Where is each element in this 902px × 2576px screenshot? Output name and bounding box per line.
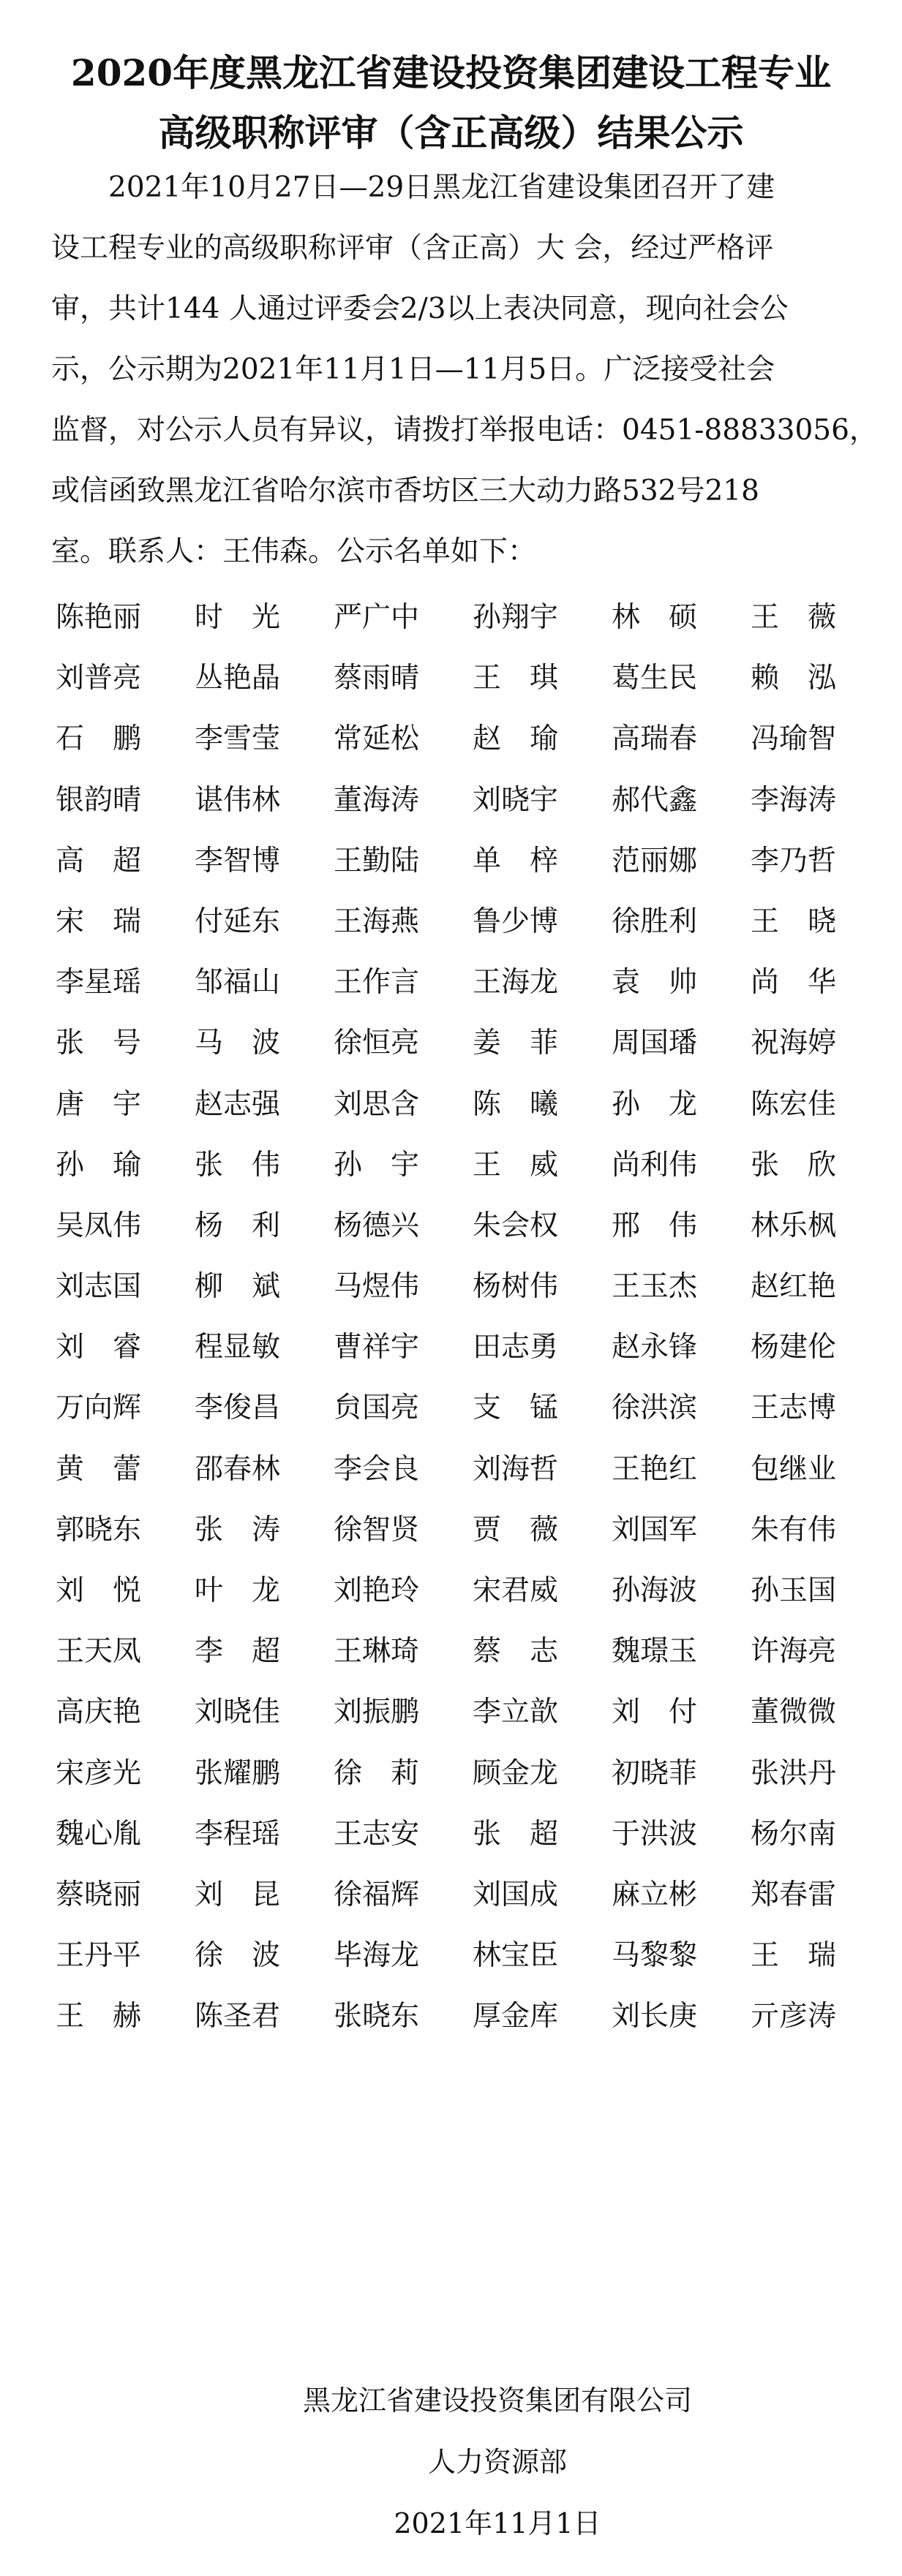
name-row (56, 1998, 860, 2059)
name-row (56, 1816, 860, 1877)
person-name: 徐 波 (195, 1939, 281, 1973)
paragraph-line: 或信函致黑龙江省哈尔滨市香坊区三大动力路532号218 (51, 475, 759, 507)
name-list (56, 600, 860, 2060)
person-name: 张耀鹏 (195, 1756, 281, 1790)
person-name: 李乃哲 (751, 844, 837, 877)
person-name: 赵红艳 (751, 1270, 837, 1304)
person-name: 支 锰 (473, 1391, 559, 1425)
person-name: 王艳红 (612, 1452, 698, 1486)
person-name: 叶 龙 (195, 1574, 281, 1607)
person-name: 徐洪滨 (612, 1391, 698, 1425)
name-row (56, 1269, 860, 1329)
person-name: 冯瑜智 (751, 722, 837, 756)
person-name: 杨尔南 (751, 1817, 837, 1851)
person-name: 李 超 (195, 1635, 281, 1669)
person-name: 朱会权 (473, 1209, 559, 1242)
person-name: 张 伟 (195, 1148, 281, 1182)
person-name: 孙 瑜 (56, 1148, 142, 1182)
person-name: 郭晓东 (56, 1513, 142, 1546)
person-name: 尚 华 (751, 966, 837, 1000)
person-name: 张 号 (56, 1027, 142, 1060)
paragraph-line: 设工程专业的高级职称评审（含正高）大 会，经过严格评 (51, 232, 774, 265)
person-name: 丛艳晶 (195, 662, 281, 695)
person-name: 曹祥宇 (334, 1331, 420, 1364)
person-name: 毕海龙 (334, 1939, 420, 1973)
person-name: 刘 昆 (195, 1878, 281, 1911)
person-name: 李会良 (334, 1452, 420, 1486)
person-name: 林宝臣 (473, 1939, 559, 1973)
person-name: 刘国成 (473, 1878, 559, 1911)
person-name: 严广中 (334, 601, 420, 634)
person-name: 高 超 (56, 844, 142, 877)
name-row (56, 1329, 860, 1390)
person-name: 王 薇 (751, 601, 837, 634)
person-name: 谌伟林 (195, 783, 281, 817)
person-name: 朱有伟 (751, 1513, 837, 1546)
person-name: 王 晓 (751, 904, 837, 938)
person-name: 杨建伦 (751, 1331, 837, 1364)
name-row (56, 721, 860, 782)
person-name: 马黎黎 (612, 1939, 698, 1973)
person-name: 王海燕 (334, 904, 420, 938)
person-name: 初晓菲 (612, 1756, 698, 1790)
person-name: 王天凤 (56, 1635, 142, 1669)
person-name: 李立歆 (473, 1696, 559, 1729)
person-name: 林 硕 (612, 601, 698, 634)
person-name: 徐恒亮 (334, 1027, 420, 1060)
person-name: 杨 利 (195, 1209, 281, 1242)
person-name: 孙翔宇 (473, 601, 559, 634)
name-row (56, 782, 860, 843)
person-name: 杨树伟 (473, 1270, 559, 1304)
person-name: 张 超 (473, 1817, 559, 1851)
person-name: 王志安 (334, 1817, 420, 1851)
person-name: 高庆艳 (56, 1696, 142, 1729)
signature-department: 人力资源部 (427, 2446, 567, 2478)
person-name: 蔡雨晴 (334, 662, 420, 695)
name-row (56, 1512, 860, 1573)
name-row (56, 1938, 860, 1998)
person-name: 孙海波 (612, 1574, 698, 1607)
person-name: 宋君威 (473, 1574, 559, 1607)
person-name: 刘海哲 (473, 1452, 559, 1486)
person-name: 刘艳玲 (334, 1574, 420, 1607)
person-name: 银韵晴 (56, 783, 142, 817)
name-row (56, 964, 860, 1025)
person-name: 刘思含 (334, 1087, 420, 1121)
paragraph-line: 监督，对公示人员有异议，请拨打举报电话：0451-88833056， (51, 414, 878, 447)
person-name: 王作言 (334, 966, 420, 1000)
person-name: 刘晓宇 (473, 783, 559, 817)
person-name: 孙 龙 (612, 1087, 698, 1121)
name-row (56, 904, 860, 964)
person-name: 刘国军 (612, 1513, 698, 1546)
title-line-2: 高级职称评审（含正高级）结果公示 (158, 111, 744, 154)
person-name: 时 光 (195, 601, 281, 634)
name-row (56, 1208, 860, 1269)
person-name: 王志博 (751, 1391, 837, 1425)
name-row (56, 1390, 860, 1451)
person-name: 刘普亮 (56, 662, 142, 695)
name-row (56, 1087, 860, 1147)
person-name: 张洪丹 (751, 1756, 837, 1790)
person-name: 田志勇 (473, 1331, 559, 1364)
paragraph-line: 示，公示期为2021年11月1日—11月5日。广泛接受社会 (51, 353, 775, 386)
name-row (56, 1756, 860, 1816)
person-name: 贾 薇 (473, 1513, 559, 1546)
name-row (56, 1147, 860, 1208)
name-row (56, 1633, 860, 1694)
person-name: 王丹平 (56, 1939, 142, 1973)
person-name: 邹福山 (195, 966, 281, 1000)
person-name: 包继业 (751, 1452, 837, 1486)
person-name: 贠国亮 (334, 1391, 420, 1425)
person-name: 尚利伟 (612, 1148, 698, 1182)
name-row (56, 1451, 860, 1512)
person-name: 王 瑞 (751, 1939, 837, 1973)
person-name: 麻立彬 (612, 1878, 698, 1911)
signature-date: 2021年11月1日 (394, 2507, 601, 2539)
name-row (56, 1694, 860, 1755)
person-name: 周国璠 (612, 1027, 698, 1060)
person-name: 范丽娜 (612, 844, 698, 877)
person-name: 董海涛 (334, 783, 420, 817)
person-name: 徐智贤 (334, 1513, 420, 1546)
person-name: 宋 瑞 (56, 904, 142, 938)
person-name: 郝代鑫 (612, 783, 698, 817)
person-name: 姜 菲 (473, 1027, 559, 1060)
person-name: 杨德兴 (334, 1209, 420, 1242)
person-name: 王勤陆 (334, 844, 420, 877)
paragraph-line: 审，共计144 人通过评委会2/3以上表决同意，现向社会公 (51, 292, 789, 325)
person-name: 孙玉国 (751, 1574, 837, 1607)
person-name: 陈圣君 (195, 2000, 281, 2033)
person-name: 常延松 (334, 722, 420, 756)
person-name: 徐胜利 (612, 904, 698, 938)
person-name: 石 鹏 (56, 722, 142, 756)
paragraph-line: 2021年10月27日—29日黑龙江省建设集团召开了建 (108, 171, 775, 204)
person-name: 徐 莉 (334, 1756, 420, 1790)
name-row (56, 1573, 860, 1633)
person-name: 厚金库 (473, 2000, 559, 2033)
person-name: 万向辉 (56, 1391, 142, 1425)
person-name: 王 赫 (56, 2000, 142, 2033)
paragraph-line: 室。联系人：王伟森。公示名单如下： (51, 535, 537, 568)
person-name: 魏璟玉 (612, 1635, 698, 1669)
person-name: 赖 泓 (751, 662, 837, 695)
person-name: 王 威 (473, 1148, 559, 1182)
person-name: 唐 宇 (56, 1087, 142, 1121)
person-name: 陈 曦 (473, 1087, 559, 1121)
person-name: 李星瑶 (56, 966, 142, 1000)
person-name: 张 涛 (195, 1513, 281, 1546)
person-name: 林乐枫 (751, 1209, 837, 1242)
name-row (56, 843, 860, 904)
person-name: 吴凤伟 (56, 1209, 142, 1242)
person-name: 徐福辉 (334, 1878, 420, 1911)
person-name: 刘晓佳 (195, 1696, 281, 1729)
person-name: 魏心胤 (56, 1817, 142, 1851)
person-name: 刘长庚 (612, 2000, 698, 2033)
person-name: 鲁少博 (473, 904, 559, 938)
signature-company: 黑龙江省建设投资集团有限公司 (302, 2384, 692, 2417)
person-name: 李智博 (195, 844, 281, 877)
person-name: 袁 帅 (612, 966, 698, 1000)
person-name: 柳 斌 (195, 1270, 281, 1304)
person-name: 赵 瑜 (473, 722, 559, 756)
person-name: 于洪波 (612, 1817, 698, 1851)
person-name: 张晓东 (334, 2000, 420, 2033)
name-row (56, 660, 860, 721)
title-line-1: 2020年度黑龙江省建设投资集团建设工程专业 (70, 51, 832, 94)
person-name: 马 波 (195, 1027, 281, 1060)
person-name: 葛生民 (612, 662, 698, 695)
name-row (56, 1877, 860, 1938)
person-name: 单 梓 (473, 844, 559, 877)
person-name: 蔡 志 (473, 1635, 559, 1669)
person-name: 蔡晓丽 (56, 1878, 142, 1911)
person-name: 黄 蕾 (56, 1452, 142, 1486)
person-name: 孙 宇 (334, 1148, 420, 1182)
person-name: 赵永锋 (612, 1331, 698, 1364)
person-name: 邢 伟 (612, 1209, 698, 1242)
name-row (56, 1025, 860, 1086)
person-name: 亓彦涛 (751, 2000, 837, 2033)
person-name: 郑春雷 (751, 1878, 837, 1911)
person-name: 刘 悦 (56, 1574, 142, 1607)
person-name: 陈宏佳 (751, 1087, 837, 1121)
person-name: 付延东 (195, 904, 281, 938)
person-name: 李程瑶 (195, 1817, 281, 1851)
person-name: 高瑞春 (612, 722, 698, 756)
person-name: 赵志强 (195, 1087, 281, 1121)
person-name: 王海龙 (473, 966, 559, 1000)
person-name: 许海亮 (751, 1635, 837, 1669)
person-name: 刘 付 (612, 1696, 698, 1729)
person-name: 顾金龙 (473, 1756, 559, 1790)
person-name: 刘 睿 (56, 1331, 142, 1364)
name-row (56, 600, 860, 660)
person-name: 李海涛 (751, 783, 837, 817)
person-name: 宋彦光 (56, 1756, 142, 1790)
person-name: 邵春林 (195, 1452, 281, 1486)
person-name: 王玉杰 (612, 1270, 698, 1304)
person-name: 马煜伟 (334, 1270, 420, 1304)
person-name: 李俊昌 (195, 1391, 281, 1425)
person-name: 祝海婷 (751, 1027, 837, 1060)
person-name: 董微微 (751, 1696, 837, 1729)
person-name: 王 琪 (473, 662, 559, 695)
person-name: 程显敏 (195, 1331, 281, 1364)
person-name: 陈艳丽 (56, 601, 142, 634)
person-name: 刘志国 (56, 1270, 142, 1304)
person-name: 张 欣 (751, 1148, 837, 1182)
person-name: 王琳琦 (334, 1635, 420, 1669)
person-name: 李雪莹 (195, 722, 281, 756)
person-name: 刘振鹏 (334, 1696, 420, 1729)
